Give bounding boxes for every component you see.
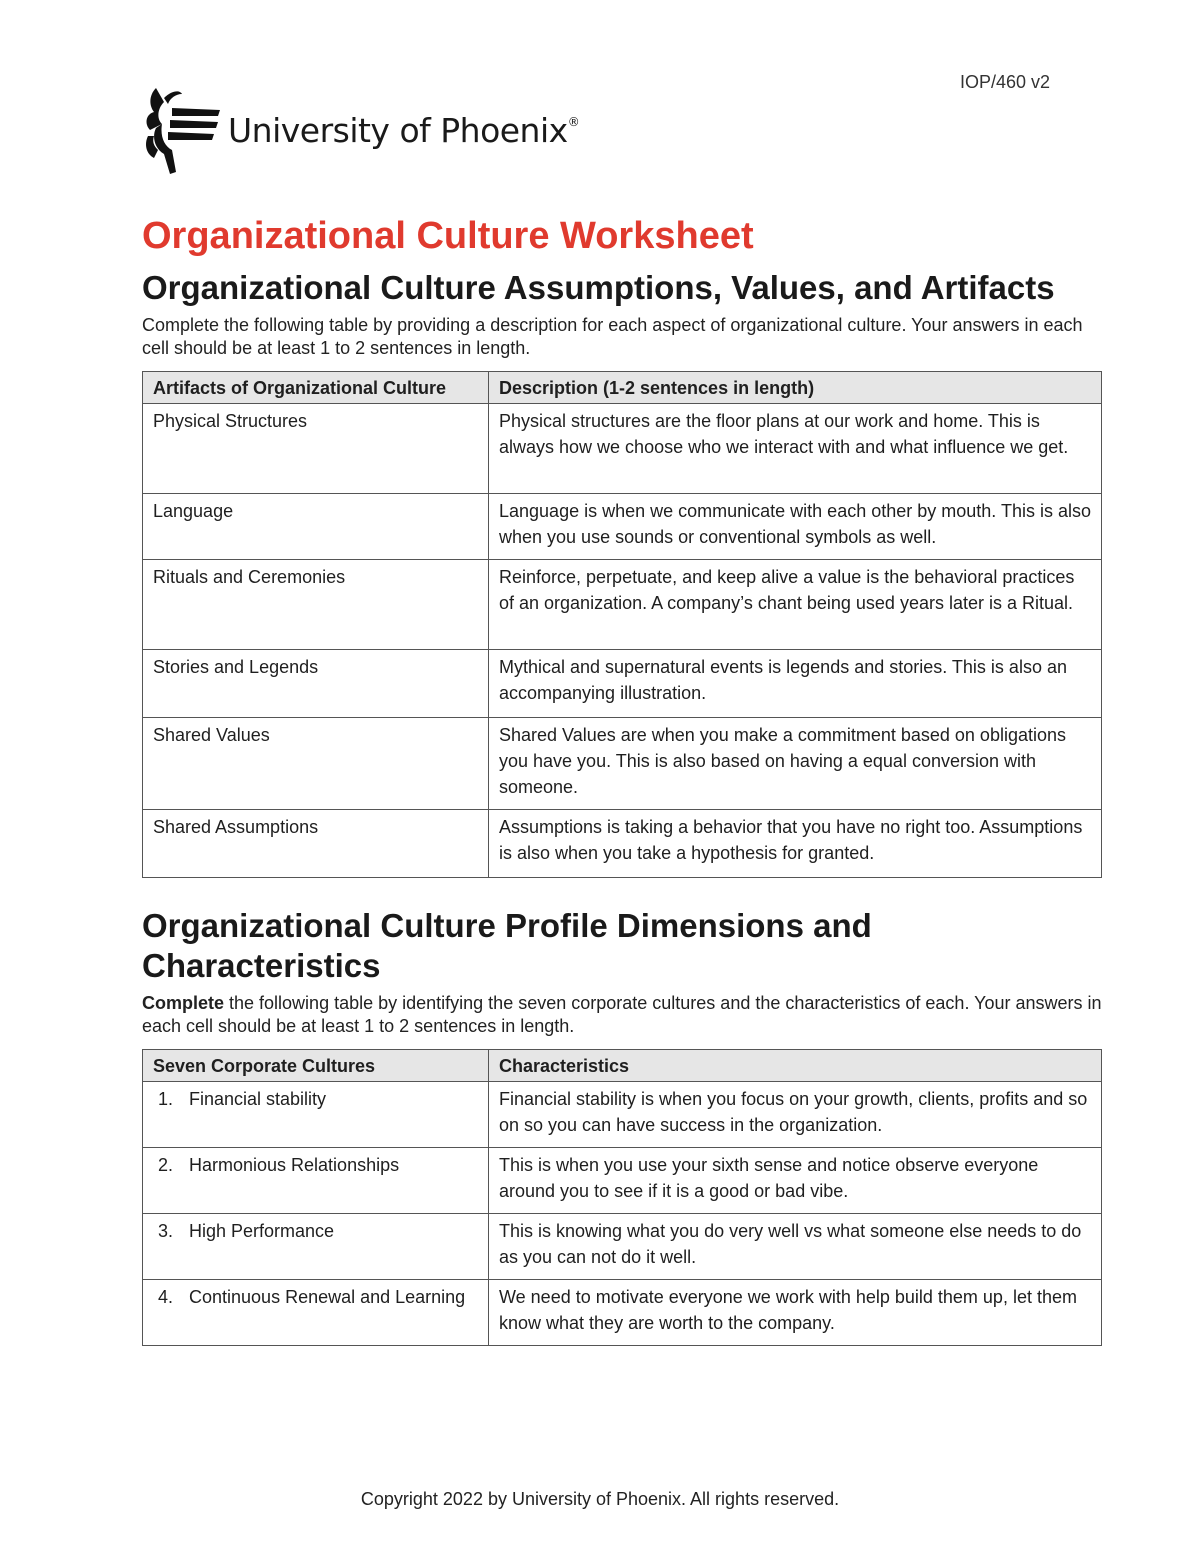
culture-characteristics[interactable]: This is knowing what you do very well vs what someone else needs to do as you can not do it well. — [489, 1214, 1102, 1280]
artifact-label: Rituals and Ceremonies — [143, 560, 489, 650]
copyright-footer: Copyright 2022 by University of Phoenix. All rights reserved. — [360, 1489, 840, 1509]
artifacts-table — [142, 371, 1102, 878]
university-name: University of Phoenix® — [228, 110, 580, 150]
culture-characteristics[interactable]: This is when you use your sixth sense and notice observe everyone around you to see if it is a good or bad vibe. — [489, 1148, 1102, 1214]
artifact-description[interactable]: Shared Values are when you make a commitment based on obligations you have you. This is also based on having a equal conversion with someone. — [489, 718, 1102, 810]
section-intro-artifacts: Complete the following table by providing a description for each aspect of organizational culture. Your answers in each cell should be at least 1 to 2 sentences in length. — [142, 315, 1083, 358]
table-header-row — [143, 372, 1102, 404]
column-header: Characteristics — [489, 1050, 1102, 1082]
artifact-label: Physical Structures — [143, 404, 489, 494]
artifact-label: Shared Values — [143, 718, 489, 810]
document-title: Organizational Culture Worksheet — [142, 215, 754, 257]
artifact-description[interactable]: Mythical and supernatural events is legends and stories. This is also an accompanying illustration. — [489, 650, 1102, 718]
column-header: Seven Corporate Cultures — [143, 1050, 489, 1082]
table-row — [143, 1148, 1102, 1214]
artifact-description[interactable]: Physical structures are the floor plans at our work and home. This is always how we choose who we interact with and what influence we get. — [489, 404, 1102, 494]
table-row — [143, 494, 1102, 560]
table-row — [143, 650, 1102, 718]
table-row — [143, 560, 1102, 650]
phoenix-bird-icon — [142, 84, 222, 176]
culture-label: 1. Financial stability — [143, 1082, 489, 1148]
section-heading-profile: Organizational Culture Profile Dimensions and Characteristics — [142, 907, 872, 984]
artifact-description[interactable]: Assumptions is taking a behavior that you have no right too. Assumptions is also when you take a hypothesis for granted. — [489, 810, 1102, 878]
culture-label: 2. Harmonious Relationships — [143, 1148, 489, 1214]
worksheet-content — [142, 212, 1102, 1346]
table-row — [143, 1214, 1102, 1280]
column-header: Description (1-2 sentences in length) — [489, 372, 1102, 404]
table-row — [143, 810, 1102, 878]
table-header-row — [143, 1050, 1102, 1082]
culture-characteristics[interactable]: We need to motivate everyone we work with help build them up, let them know what they are worth to the company. — [489, 1280, 1102, 1346]
artifact-label: Stories and Legends — [143, 650, 489, 718]
section-heading-artifacts: Organizational Culture Assumptions, Values, and Artifacts — [142, 269, 1055, 306]
artifact-label: Language — [143, 494, 489, 560]
table-row — [143, 718, 1102, 810]
section-intro-profile: Complete the following table by identifying the seven corporate cultures and the characteristics of each. Your answers in each cell should be at least 1 to 2 sentences in length. — [142, 993, 1102, 1036]
culture-label: 3. High Performance — [143, 1214, 489, 1280]
table-row — [143, 1082, 1102, 1148]
culture-characteristics[interactable]: Financial stability is when you focus on your growth, clients, profits and so on so you can have success in the organization. — [489, 1082, 1102, 1148]
corporate-cultures-table — [142, 1049, 1102, 1346]
table-row — [143, 1280, 1102, 1346]
course-code: IOP/460 v2 — [960, 72, 1051, 92]
artifact-label: Shared Assumptions — [143, 810, 489, 878]
university-logo — [142, 84, 579, 176]
artifact-description[interactable]: Reinforce, perpetuate, and keep alive a value is the behavioral practices of an organization. A company’s chant being used years later is a Ritual. — [489, 560, 1102, 650]
artifact-description[interactable]: Language is when we communicate with each other by mouth. This is also when you use sounds or conventional symbols as well. — [489, 494, 1102, 560]
table-row — [143, 404, 1102, 494]
column-header: Artifacts of Organizational Culture — [143, 372, 489, 404]
culture-label: 4. Continuous Renewal and Learning — [143, 1280, 489, 1346]
